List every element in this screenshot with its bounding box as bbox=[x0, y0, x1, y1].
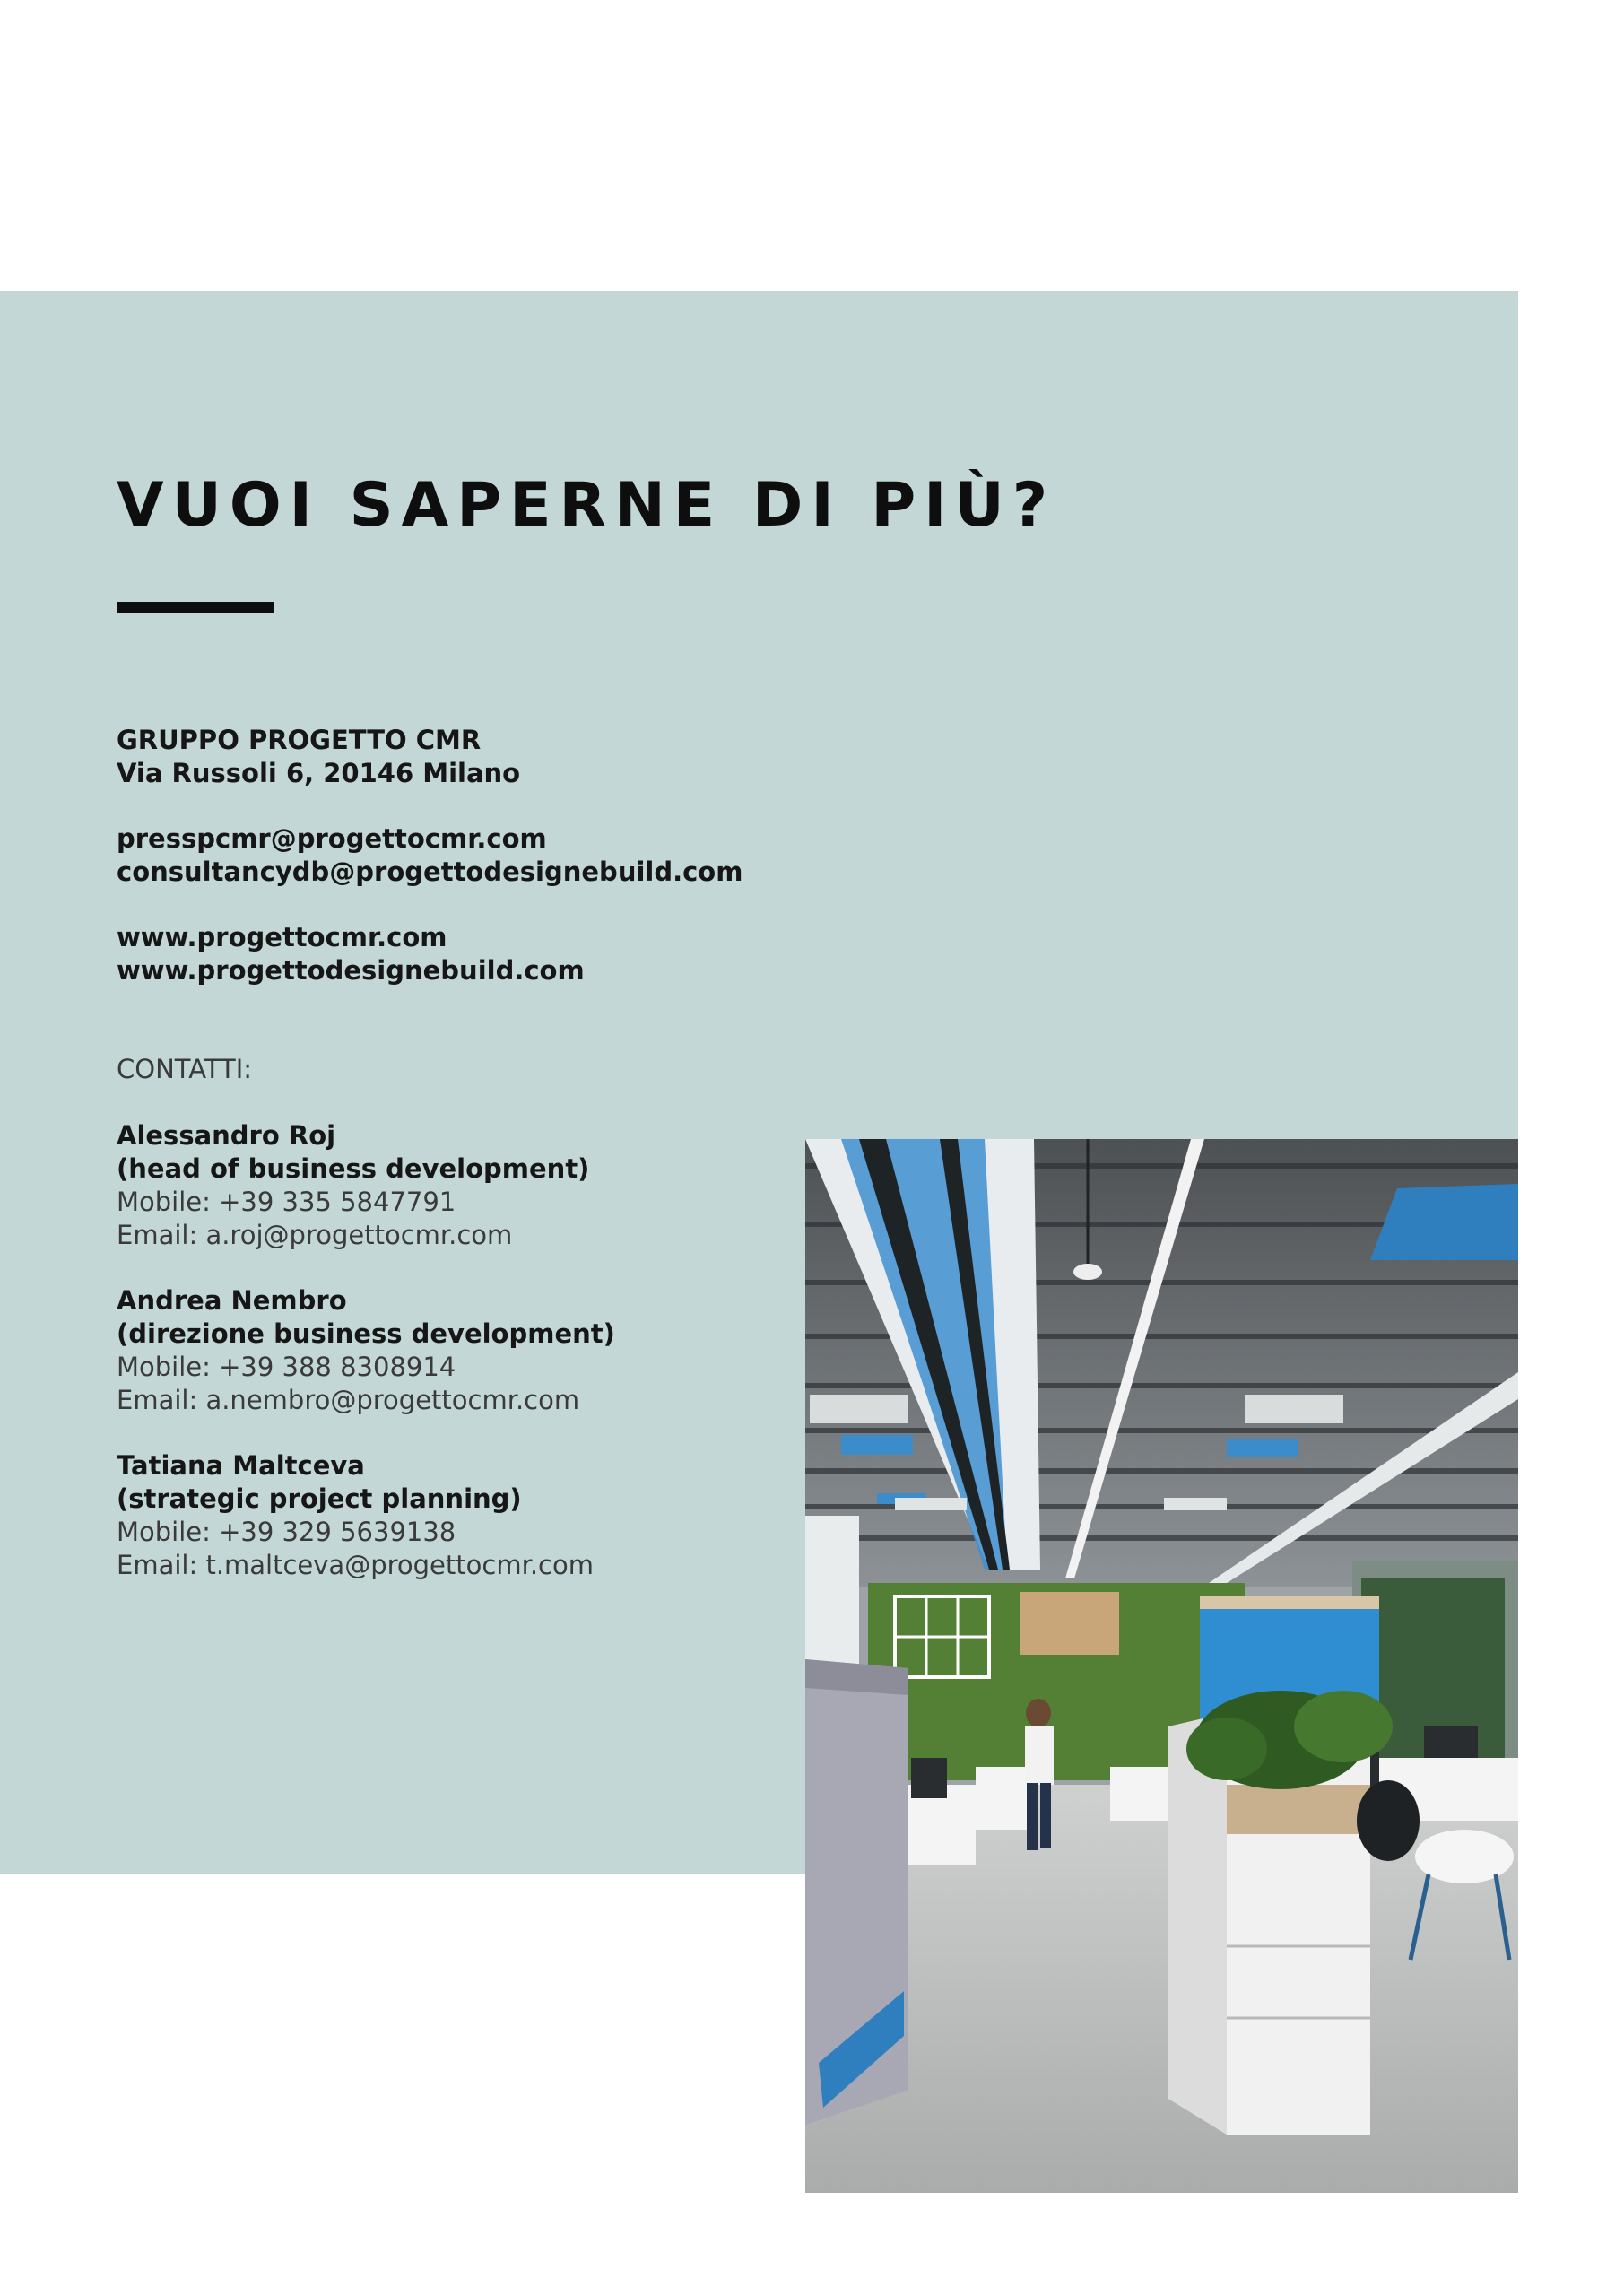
title-underline bbox=[117, 602, 274, 613]
contact-card bbox=[117, 1119, 589, 1252]
contact-role: (head of business development) bbox=[117, 1153, 590, 1184]
website-design-build-link[interactable]: www.progettodesignebuild.com bbox=[117, 955, 585, 986]
office-interior-photo bbox=[805, 1139, 1518, 2193]
emails-block bbox=[117, 822, 743, 889]
contact-mobile[interactable]: Mobile: +39 388 8308914 bbox=[117, 1352, 456, 1382]
company-name: GRUPPO PROGETTO CMR bbox=[117, 725, 482, 755]
contacts-heading: CONTATTI: bbox=[117, 1054, 253, 1084]
contact-card bbox=[117, 1284, 615, 1417]
contact-name: Tatiana Maltceva bbox=[117, 1450, 365, 1481]
page-title: VUOI SAPERNE DI PIÙ? bbox=[117, 470, 1056, 541]
contact-email[interactable]: Email: a.roj@progettocmr.com bbox=[117, 1220, 513, 1250]
contact-name: Andrea Nembro bbox=[117, 1285, 347, 1316]
website-main-link[interactable]: www.progettocmr.com bbox=[117, 922, 447, 952]
contact-role: (direzione business development) bbox=[117, 1318, 615, 1349]
press-email-link[interactable]: presspcmr@progettocmr.com bbox=[117, 823, 547, 854]
contact-role: (strategic project planning) bbox=[117, 1483, 522, 1514]
contact-mobile[interactable]: Mobile: +39 335 5847791 bbox=[117, 1187, 456, 1217]
consultancy-email-link[interactable]: consultancydb@progettodesignebuild.com bbox=[117, 857, 743, 887]
company-block bbox=[117, 724, 520, 790]
contact-mobile[interactable]: Mobile: +39 329 5639138 bbox=[117, 1517, 456, 1547]
contact-email[interactable]: Email: t.maltceva@progettocmr.com bbox=[117, 1550, 594, 1580]
company-address: Via Russoli 6, 20146 Milano bbox=[117, 758, 521, 788]
contact-email[interactable]: Email: a.nembro@progettocmr.com bbox=[117, 1385, 580, 1415]
contact-name: Alessandro Roj bbox=[117, 1120, 336, 1151]
websites-block bbox=[117, 921, 585, 987]
contact-card bbox=[117, 1449, 594, 1582]
